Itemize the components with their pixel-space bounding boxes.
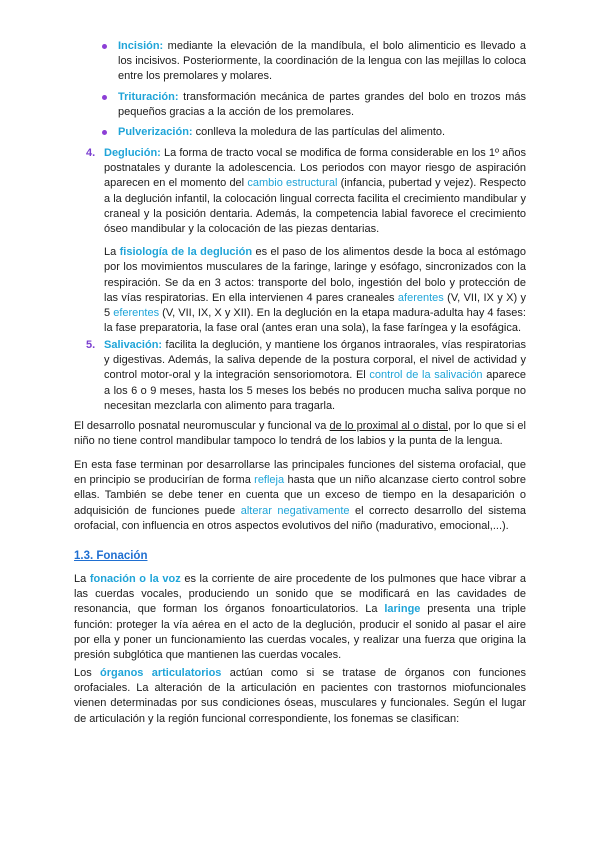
term-trituracion: Trituración: [118,90,179,103]
list-item [118,125,526,140]
keyword: órganos articulatorios [100,667,222,679]
keyword: alterar negativamente [240,504,350,517]
keyword: refleja [254,474,285,487]
paragraph [104,245,526,336]
text: La [104,246,120,259]
paragraph [74,458,526,534]
list-item [118,90,526,120]
list-item [118,39,526,85]
text: es el paso de los alimentos desde la boca al estómago por los movimientos musculares de la faringe, laringe y esófago, sincronizados con la respiración. Se da en 3 actos: transporte del bolo, ingestión del bolo y protección de las vías respiratorias. En ella intervienen 4 pares craneales [104,246,527,304]
text: es la corriente de aire procedente de los pulmones que hace vibrar a las cuerdas vocales, produciendo un sonido que se modificará en las cavidades de resonancia, que forman los órganos fonoarticulatorios. La [74,573,526,616]
paragraph-organos [74,666,526,727]
keyword: eferentes [113,307,160,320]
paragraph [104,338,526,414]
term-deglucion: Deglución: [104,147,161,159]
text: (V, VII, IX y X) y 5 [104,291,526,320]
text: el correcto desarrollo del sistema orofacial, con influencia en otros aspectos evolutivos del niño (madurativo, emocional,...). [74,504,526,532]
term-pulverizacion: Pulverización: [118,126,193,139]
keyword: laringe [384,603,421,616]
text: aparece a los 6 o 9 meses, hasta los 5 meses los bebés no producen mucha saliva porque no necesitan mezclarla con alimento para tragarla. [104,369,526,412]
paragraph [74,419,526,449]
text: actúan como si se tratase de órganos con funciones orofaciales. La alteración de la articulación en pacientes con trastornos miofuncionales vienen determinadas por sus condiciones óseas, musculares y funcionales. Según el lugar de articulación y la región funcional correspondiente, los fonemas se clasifican: [74,667,526,725]
section-heading: 1.3. Fonación [74,550,148,562]
keyword: fonación o la voz [89,573,181,585]
text: En esta fase terminan por desarrollarse las principales funciones del sistema orofacial, que en principio se producirían de forma [74,459,526,487]
item-text: transformación mecánica de partes grandes del bolo en trozos más pequeños gracias a la acción de los premolares. [118,90,526,118]
item-number: 5. [86,339,96,351]
text: presenta una triple función: proteger la vía aérea en el acto de la deglución, producir el sonido al pasar el aire por ella y poner un funcionamiento las cuerdas vocales, y realizar una fuerza que origina la presión subglótica que mantienen las cuerdas vocales. [74,603,526,662]
paragraph [104,146,526,237]
bullet-dot [102,95,107,100]
paragraph [74,572,526,663]
text: La [74,573,90,585]
keyword: cambio estructural [247,177,338,190]
text: , por lo que si el niño no tiene control mandibular tampoco lo tendrá de los labios y la punta de la lengua. [74,420,526,448]
underlined-text: de lo proximal al o distal [329,420,448,432]
text: facilita la deglución, y mantiene los órganos intraorales, vías respiratorias y digestivas. Además, la saliva depende de la postura corporal, el nivel de actividad y control motor-oral y la integración sensoriomotora. El [104,339,526,382]
item-text: mediante la elevación de la mandíbula, el bolo alimenticio es llevado a los incisivos. Posteriormente, la coordinación de la lengua con las mejillas lo coloca entre los premolares y molares. [118,40,526,83]
item-salivacion [86,338,526,414]
text: (V, VII, IX, X y XII). En la deglución en la etapa madura-adulta hay 4 fases: la fase preparatoria, la fase oral (antes eran una sola), la fase faríngea y la esofágica. [104,307,526,335]
text: (infancia, pubertad y vejez). Respecto a la deglución infantil, la colocación lingual correcta facilita el crecimiento mandibular y craneal y la posición dentaria. Además, la competencia labial favorece el crecimiento óseo mandibular y la colocación de las piezas dentarias. [104,177,526,236]
bullet-dot [102,130,107,135]
bullet-dot [102,44,107,49]
keyword: aferentes [397,291,444,304]
text: Los [74,667,101,679]
keyword: fisiología de la deglución [119,246,253,259]
item-number: 4. [86,147,96,159]
paragraph-desarrollo [74,419,526,449]
paragraph-fonacion [74,572,526,663]
term-incision: Incisión: [118,40,164,52]
term-salivacion: Salivación: [104,339,163,351]
text: El desarrollo posnatal neuromuscular y funcional va [74,420,330,432]
paragraph-funciones [74,458,526,534]
item-text: conlleva la moledura de las partículas del alimento. [192,126,446,139]
paragraph [74,666,526,727]
text: hasta que un niño alcanzase cierto control sobre ellas. También se debe tener en cuenta que un exceso de tiempo en la desaparición o adquisición de funciones puede [74,474,526,517]
text: La forma de tracto vocal se modifica de forma considerable en los 1º años postnatales y durante la adolescencia. Los periodos con mayor riesgo de aspiración aparecen en el momento del [104,147,526,190]
keyword: control de la salivación [369,369,483,382]
item-deglucion [86,146,527,336]
chewing-phases-list [118,39,526,145]
